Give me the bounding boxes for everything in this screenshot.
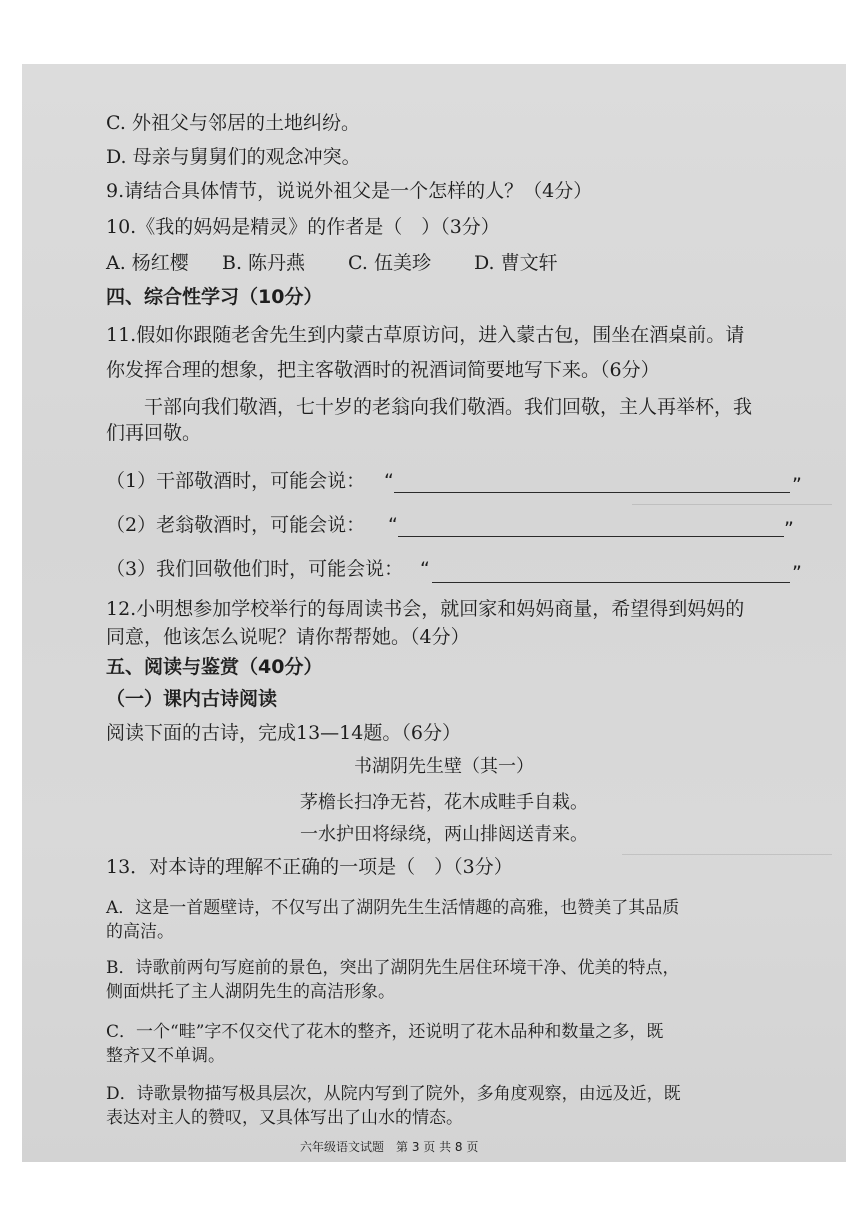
q13-option-a-line2: 的高洁。 [106, 922, 174, 942]
q13-option-b-line2: 侧面烘托了主人湖阴先生的高洁形象。 [106, 982, 395, 1002]
answer-blank-3[interactable] [432, 582, 790, 583]
exam-page [22, 64, 846, 1162]
section-5-heading: 五、阅读与鉴赏（40分） [106, 656, 323, 678]
close-quote: ” [792, 474, 802, 496]
q13-option-d-line1: D．诗歌景物描写极具层次，从院内写到了院外，多角度观察，由远及近，既 [106, 1084, 681, 1104]
question-9: 9.请结合具体情节，说说外祖父是一个怎样的人？（4分） [106, 180, 593, 202]
question-11-line1: 11.假如你跟随老舍先生到内蒙古草原访问，进入蒙古包，围坐在酒桌前。请 [106, 324, 745, 346]
answer-blank-2[interactable] [398, 536, 784, 537]
q13-option-c-line2: 整齐又不单调。 [106, 1046, 225, 1066]
bleed-through-line [622, 854, 832, 855]
q8-option-d: D. 母亲与舅舅们的观念冲突。 [106, 146, 361, 168]
q10-option-d: D. 曹文轩 [474, 252, 558, 274]
question-12-line2: 同意，他该怎么说呢？请你帮帮她。（4分） [106, 626, 470, 648]
reading-instruction: 阅读下面的古诗，完成13—14题。（6分） [106, 722, 461, 744]
q10-option-a: A. 杨红樱 [106, 252, 189, 274]
question-10: 10.《我的妈妈是精灵》的作者是（ ）（3分） [106, 216, 500, 238]
q10-option-b: B. 陈丹燕 [222, 252, 306, 274]
q13-option-a-line1: A．这是一首题壁诗，不仅写出了湖阴先生生活情趣的高雅，也赞美了其品质 [106, 898, 680, 918]
question-11-line2: 你发挥合理的想象，把主客敬酒时的祝酒词简要地写下来。（6分） [106, 359, 660, 381]
bleed-through-line [632, 504, 832, 505]
q10-option-c: C. 伍美珍 [348, 252, 431, 274]
q11-sub-3: （3）我们回敬他们时，可能会说： [106, 558, 404, 580]
close-quote: ” [792, 562, 802, 584]
q13-option-c-line1: C．一个“畦”字不仅交代了花木的整齐，还说明了花木品种和数量之多，既 [106, 1022, 664, 1042]
bleed-through-text [522, 112, 709, 137]
page-footer: 六年级语文试题 第 3 页 共 8 页 [300, 1140, 479, 1154]
question-13: 13．对本诗的理解不正确的一项是（ ）（3分） [106, 856, 513, 878]
q11-quote-line1: 干部向我们敬酒，七十岁的老翁向我们敬酒。我们回敬，主人再举杯，我 [144, 396, 753, 418]
poem-line-1: 茅檐长扫净无苔，花木成畦手自栽。 [300, 792, 588, 813]
question-12-line1: 12.小明想参加学校举行的每周读书会，就回家和妈妈商量，希望得到妈妈的 [106, 598, 745, 620]
q11-quote-line2: 们再回敬。 [106, 422, 202, 444]
section-4-heading: 四、综合性学习（10分） [106, 286, 323, 308]
q11-sub-1: （1）干部敬酒时，可能会说： [106, 470, 366, 492]
open-quote: “ [420, 558, 430, 580]
open-quote: “ [388, 514, 398, 536]
q13-option-d-line2: 表达对主人的赞叹，又具体写出了山水的情态。 [106, 1108, 463, 1128]
q13-option-b-line1: B．诗歌前两句写庭前的景色，突出了湖阴先生居住环境干净、优美的特点， [106, 958, 680, 978]
open-quote: “ [384, 470, 394, 492]
q11-sub-2: （2）老翁敬酒时，可能会说： [106, 514, 366, 536]
answer-blank-1[interactable] [394, 492, 790, 493]
poem-title: 书湖阴先生壁（其一） [354, 756, 534, 777]
poem-line-2: 一水护田将绿绕，两山排闼送青来。 [300, 824, 588, 845]
subsection-1-heading: （一）课内古诗阅读 [106, 688, 278, 710]
close-quote: ” [784, 518, 794, 540]
q8-option-c: C. 外祖父与邻居的土地纠纷。 [106, 112, 360, 134]
